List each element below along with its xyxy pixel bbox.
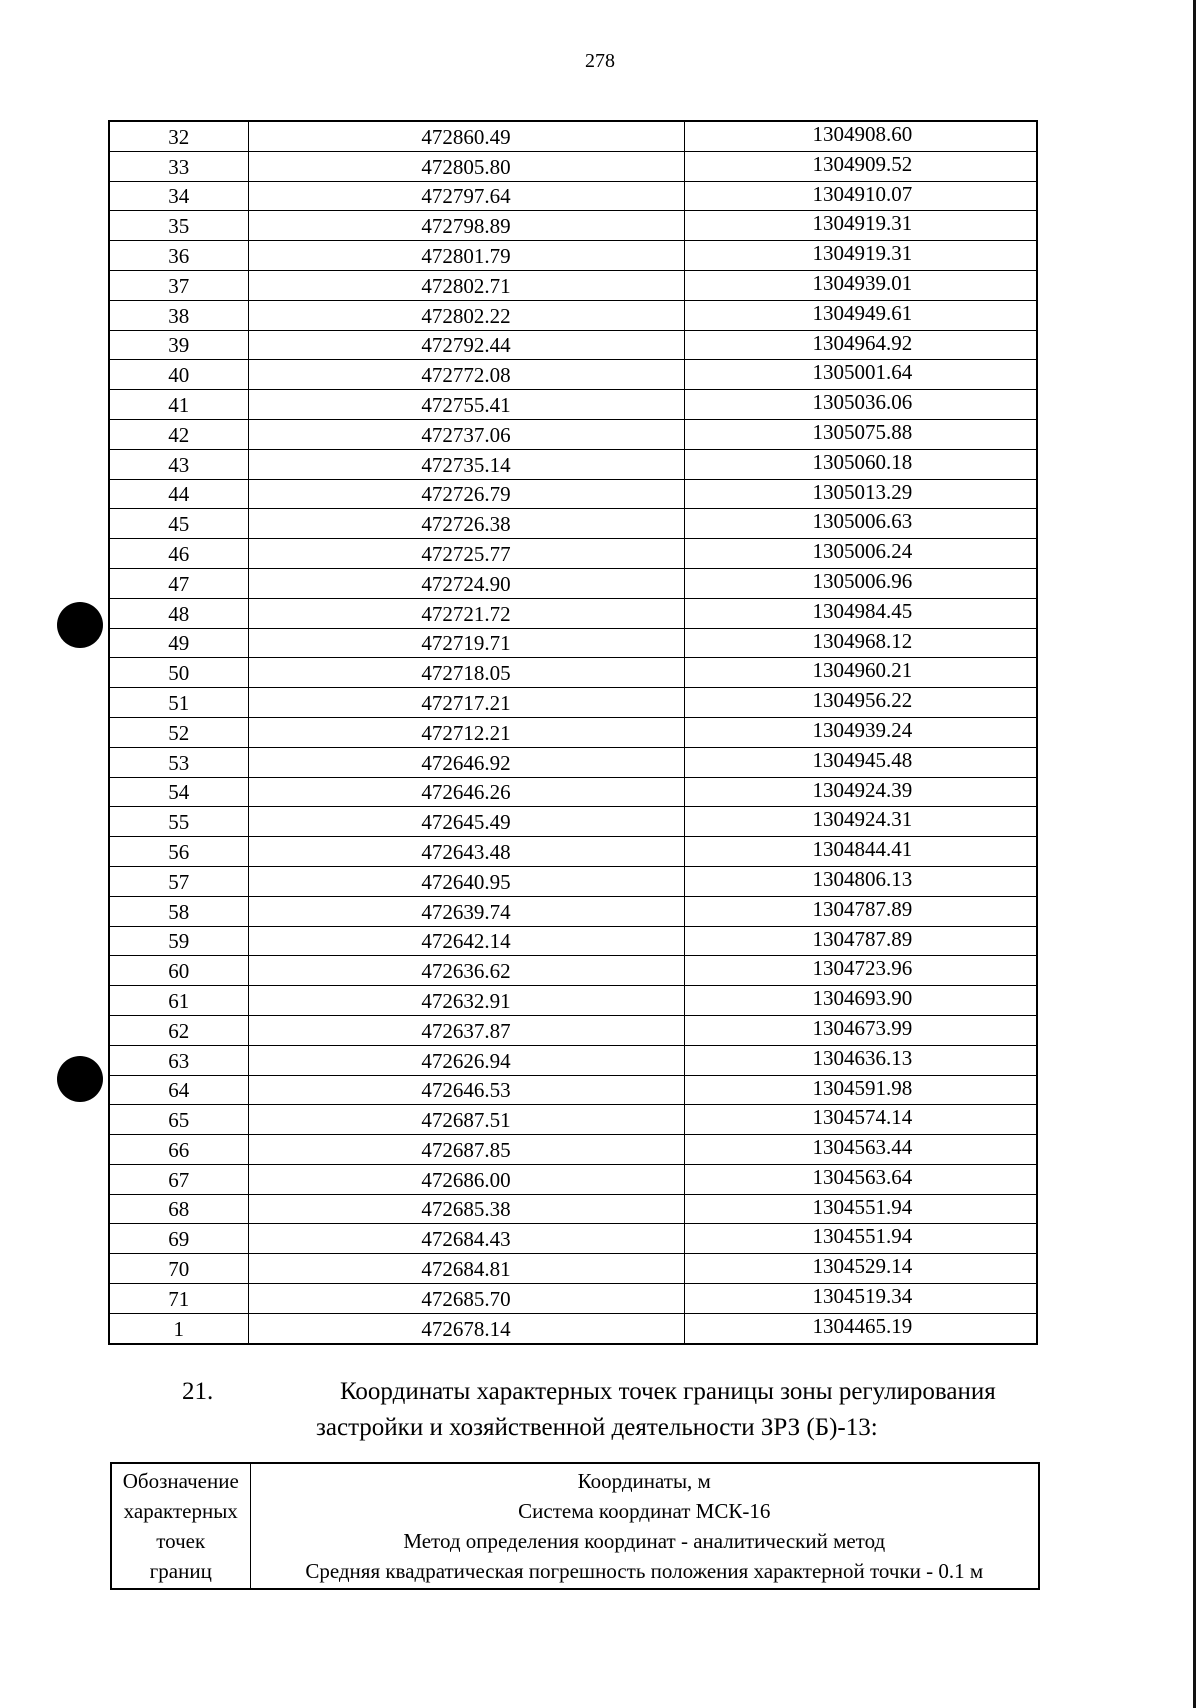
x-coordinate-cell: 472726.38 <box>248 509 684 539</box>
y-coordinate-cell: 1304844.41 <box>684 837 1037 867</box>
table-row <box>109 568 1037 598</box>
point-number-cell: 64 <box>109 1075 248 1105</box>
table-row <box>109 1284 1037 1314</box>
section-number: 21. <box>182 1378 214 1405</box>
x-coordinate-cell: 472802.71 <box>248 270 684 300</box>
point-number-cell: 61 <box>109 986 248 1016</box>
y-coordinate-cell: 1305013.29 <box>684 479 1037 509</box>
point-number-cell: 43 <box>109 449 248 479</box>
point-number-cell: 62 <box>109 1015 248 1045</box>
table-row <box>109 628 1037 658</box>
table-row <box>109 717 1037 747</box>
y-coordinate-cell: 1305001.64 <box>684 360 1037 390</box>
y-coordinate-cell: 1304908.60 <box>684 121 1037 151</box>
x-coordinate-cell: 472686.00 <box>248 1164 684 1194</box>
y-coordinate-cell: 1305075.88 <box>684 419 1037 449</box>
page-number: 278 <box>585 50 615 72</box>
x-coordinate-cell: 472755.41 <box>248 390 684 420</box>
point-number-cell: 41 <box>109 390 248 420</box>
punch-hole-bottom <box>57 1056 103 1102</box>
y-coordinate-cell: 1304909.52 <box>684 151 1037 181</box>
y-coordinate-cell: 1304984.45 <box>684 598 1037 628</box>
x-coordinate-cell: 472737.06 <box>248 419 684 449</box>
table-row <box>109 300 1037 330</box>
header-col1-line: характерных <box>123 1499 238 1523</box>
y-coordinate-cell: 1305036.06 <box>684 390 1037 420</box>
point-number-cell: 39 <box>109 330 248 360</box>
header-col1-line: точек <box>156 1529 206 1553</box>
y-coordinate-cell: 1304723.96 <box>684 956 1037 986</box>
header-col2-line: Координаты, м <box>577 1469 711 1493</box>
table-row <box>109 1105 1037 1135</box>
point-number-cell: 59 <box>109 926 248 956</box>
header-col1-line: границ <box>149 1559 212 1583</box>
x-coordinate-cell: 472798.89 <box>248 211 684 241</box>
x-coordinate-cell: 472721.72 <box>248 598 684 628</box>
table-row <box>109 270 1037 300</box>
point-number-cell: 49 <box>109 628 248 658</box>
x-coordinate-cell: 472678.14 <box>248 1313 684 1343</box>
section-title-line-1: Координаты характерных точек границы зоны регулирования <box>340 1378 996 1405</box>
point-number-cell: 53 <box>109 747 248 777</box>
section-title-line-2: застройки и хозяйственной деятельности ЗРЗ (Б)-13: <box>316 1414 878 1441</box>
y-coordinate-cell: 1305006.96 <box>684 568 1037 598</box>
table-row <box>109 747 1037 777</box>
y-coordinate-cell: 1304964.92 <box>684 330 1037 360</box>
x-coordinate-cell: 472646.26 <box>248 777 684 807</box>
table-row <box>109 986 1037 1016</box>
table-row <box>109 181 1037 211</box>
table-row <box>109 1015 1037 1045</box>
x-coordinate-cell: 472636.62 <box>248 956 684 986</box>
x-coordinate-cell: 472805.80 <box>248 151 684 181</box>
y-coordinate-cell: 1305006.24 <box>684 539 1037 569</box>
y-coordinate-cell: 1304939.01 <box>684 270 1037 300</box>
table-row <box>109 211 1037 241</box>
header-row <box>111 1463 1039 1589</box>
point-number-cell: 38 <box>109 300 248 330</box>
point-number-cell: 54 <box>109 777 248 807</box>
point-number-cell: 52 <box>109 717 248 747</box>
point-number-cell: 67 <box>109 1164 248 1194</box>
y-coordinate-cell: 1304910.07 <box>684 181 1037 211</box>
table-row <box>109 1313 1037 1343</box>
table-row <box>109 151 1037 181</box>
point-number-cell: 35 <box>109 211 248 241</box>
point-number-cell: 42 <box>109 419 248 449</box>
y-coordinate-cell: 1304956.22 <box>684 688 1037 718</box>
header-col2-line: Средняя квадратическая погрешность положения характерной точки - 0.1 м <box>305 1559 984 1583</box>
table-row <box>109 509 1037 539</box>
table-row <box>109 598 1037 628</box>
point-number-cell: 44 <box>109 479 248 509</box>
y-coordinate-cell: 1304945.48 <box>684 747 1037 777</box>
point-number-cell: 57 <box>109 866 248 896</box>
y-coordinate-cell: 1304519.34 <box>684 1284 1037 1314</box>
point-number-cell: 71 <box>109 1284 248 1314</box>
table-row <box>109 1164 1037 1194</box>
y-coordinate-cell: 1304949.61 <box>684 300 1037 330</box>
point-number-cell: 47 <box>109 568 248 598</box>
point-number-cell: 51 <box>109 688 248 718</box>
y-coordinate-cell: 1304919.31 <box>684 211 1037 241</box>
header-col2-line: Система координат МСК-16 <box>518 1499 771 1523</box>
coordinates-header-table <box>110 1462 1040 1590</box>
table-row <box>109 1224 1037 1254</box>
x-coordinate-cell: 472637.87 <box>248 1015 684 1045</box>
table-row <box>109 1254 1037 1284</box>
table-row <box>109 479 1037 509</box>
y-coordinate-cell: 1304787.89 <box>684 896 1037 926</box>
x-coordinate-cell: 472717.21 <box>248 688 684 718</box>
point-number-cell: 32 <box>109 121 248 151</box>
x-coordinate-cell: 472712.21 <box>248 717 684 747</box>
table-row <box>109 1045 1037 1075</box>
table-row <box>109 360 1037 390</box>
y-coordinate-cell: 1304636.13 <box>684 1045 1037 1075</box>
point-number-cell: 36 <box>109 241 248 271</box>
table-row <box>109 896 1037 926</box>
x-coordinate-cell: 472646.92 <box>248 747 684 777</box>
point-number-cell: 65 <box>109 1105 248 1135</box>
x-coordinate-cell: 472719.71 <box>248 628 684 658</box>
x-coordinate-cell: 472792.44 <box>248 330 684 360</box>
x-coordinate-cell: 472797.64 <box>248 181 684 211</box>
table-row <box>109 658 1037 688</box>
table-row <box>109 419 1037 449</box>
x-coordinate-cell: 472642.14 <box>248 926 684 956</box>
x-coordinate-cell: 472684.43 <box>248 1224 684 1254</box>
y-coordinate-cell: 1304787.89 <box>684 926 1037 956</box>
point-number-cell: 37 <box>109 270 248 300</box>
y-coordinate-cell: 1304939.24 <box>684 717 1037 747</box>
table-row <box>109 1075 1037 1105</box>
y-coordinate-cell: 1304551.94 <box>684 1224 1037 1254</box>
point-number-cell: 58 <box>109 896 248 926</box>
table-row <box>109 539 1037 569</box>
x-coordinate-cell: 472687.51 <box>248 1105 684 1135</box>
x-coordinate-cell: 472772.08 <box>248 360 684 390</box>
x-coordinate-cell: 472724.90 <box>248 568 684 598</box>
y-coordinate-cell: 1304960.21 <box>684 658 1037 688</box>
x-coordinate-cell: 472735.14 <box>248 449 684 479</box>
y-coordinate-cell: 1304806.13 <box>684 866 1037 896</box>
table-row <box>109 688 1037 718</box>
point-number-cell: 34 <box>109 181 248 211</box>
table-row <box>109 330 1037 360</box>
header-col1-line: Обозначение <box>122 1469 239 1493</box>
point-number-cell: 40 <box>109 360 248 390</box>
coordinates-table-body <box>109 121 1037 1344</box>
x-coordinate-cell: 472860.49 <box>248 121 684 151</box>
y-coordinate-cell: 1304591.98 <box>684 1075 1037 1105</box>
x-coordinate-cell: 472685.70 <box>248 1284 684 1314</box>
point-number-cell: 46 <box>109 539 248 569</box>
table-row <box>109 1135 1037 1165</box>
point-number-cell: 69 <box>109 1224 248 1254</box>
y-coordinate-cell: 1304673.99 <box>684 1015 1037 1045</box>
header-col2-line: Метод определения координат - аналитический метод <box>403 1529 886 1553</box>
point-number-cell: 63 <box>109 1045 248 1075</box>
y-coordinate-cell: 1305006.63 <box>684 509 1037 539</box>
y-coordinate-cell: 1304574.14 <box>684 1105 1037 1135</box>
point-number-cell: 48 <box>109 598 248 628</box>
x-coordinate-cell: 472726.79 <box>248 479 684 509</box>
table-row <box>109 807 1037 837</box>
table-row <box>109 390 1037 420</box>
y-coordinate-cell: 1304551.94 <box>684 1194 1037 1224</box>
x-coordinate-cell: 472643.48 <box>248 837 684 867</box>
table-row <box>109 777 1037 807</box>
x-coordinate-cell: 472725.77 <box>248 539 684 569</box>
punch-hole-top <box>57 602 103 648</box>
y-coordinate-cell: 1305060.18 <box>684 449 1037 479</box>
table-row <box>109 866 1037 896</box>
point-number-cell: 60 <box>109 956 248 986</box>
point-number-cell: 45 <box>109 509 248 539</box>
table-row <box>109 449 1037 479</box>
y-coordinate-cell: 1304465.19 <box>684 1313 1037 1343</box>
point-number-cell: 68 <box>109 1194 248 1224</box>
x-coordinate-cell: 472639.74 <box>248 896 684 926</box>
table-row <box>109 956 1037 986</box>
table-row <box>109 1194 1037 1224</box>
point-number-cell: 56 <box>109 837 248 867</box>
table-row <box>109 121 1037 151</box>
x-coordinate-cell: 472626.94 <box>248 1045 684 1075</box>
x-coordinate-cell: 472687.85 <box>248 1135 684 1165</box>
table-row <box>109 837 1037 867</box>
point-number-cell: 33 <box>109 151 248 181</box>
x-coordinate-cell: 472645.49 <box>248 807 684 837</box>
x-coordinate-cell: 472632.91 <box>248 986 684 1016</box>
point-number-cell: 70 <box>109 1254 248 1284</box>
coordinates-table <box>108 120 1038 1345</box>
x-coordinate-cell: 472684.81 <box>248 1254 684 1284</box>
y-coordinate-cell: 1304693.90 <box>684 986 1037 1016</box>
y-coordinate-cell: 1304563.64 <box>684 1164 1037 1194</box>
x-coordinate-cell: 472685.38 <box>248 1194 684 1224</box>
y-coordinate-cell: 1304924.31 <box>684 807 1037 837</box>
page-edge <box>1193 0 1196 1708</box>
y-coordinate-cell: 1304919.31 <box>684 241 1037 271</box>
y-coordinate-cell: 1304924.39 <box>684 777 1037 807</box>
table-row <box>109 241 1037 271</box>
header-coordinates-info <box>250 1463 1039 1589</box>
point-number-cell: 66 <box>109 1135 248 1165</box>
x-coordinate-cell: 472802.22 <box>248 300 684 330</box>
x-coordinate-cell: 472646.53 <box>248 1075 684 1105</box>
y-coordinate-cell: 1304529.14 <box>684 1254 1037 1284</box>
x-coordinate-cell: 472640.95 <box>248 866 684 896</box>
point-number-cell: 50 <box>109 658 248 688</box>
y-coordinate-cell: 1304563.44 <box>684 1135 1037 1165</box>
x-coordinate-cell: 472718.05 <box>248 658 684 688</box>
y-coordinate-cell: 1304968.12 <box>684 628 1037 658</box>
x-coordinate-cell: 472801.79 <box>248 241 684 271</box>
point-number-cell: 55 <box>109 807 248 837</box>
point-number-cell: 1 <box>109 1313 248 1343</box>
table-row <box>109 926 1037 956</box>
header-point-designation <box>111 1463 250 1589</box>
